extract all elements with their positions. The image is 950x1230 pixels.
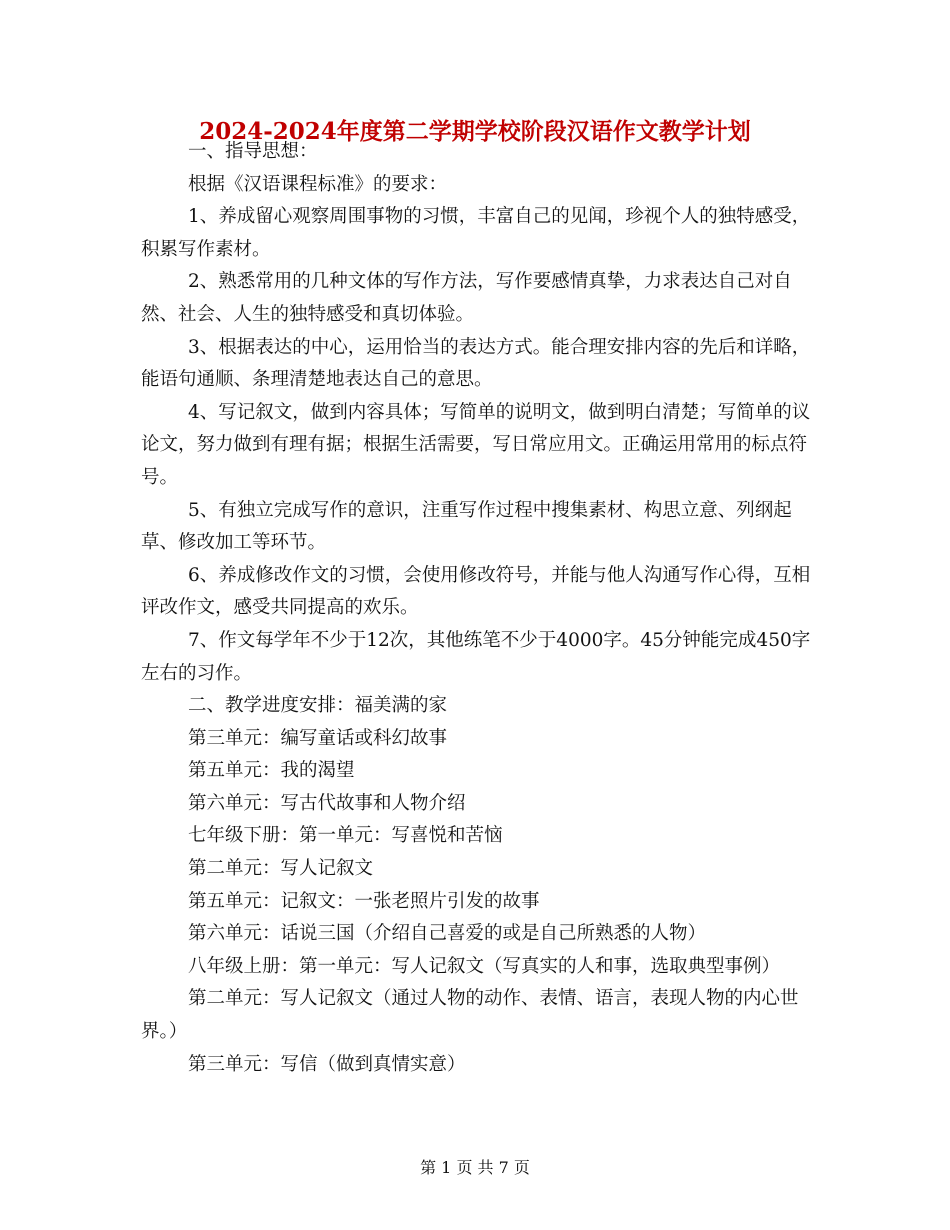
paragraph: 6、养成修改作文的习惯，会使用修改符号，并能与他人沟通写作心得，互相评改作文，感受共同提高的欢乐。: [141, 564, 811, 619]
paragraph: 七年级下册：第一单元：写喜悦和苦恼: [188, 825, 503, 847]
paragraph: 第六单元：话说三国（介绍自己喜爱的或是自己所熟悉的人物）: [188, 923, 707, 945]
paragraph: 4、写记叙文，做到内容具体；写简单的说明文，做到明白清楚；写简单的议论文，努力做到有理有据；根据生活需要，写日常应用文。正确运用常用的标点符号。: [141, 401, 811, 488]
paragraph: 2、熟悉常用的几种文体的写作方法，写作要感情真挚，力求表达自己对自然、社会、人生的独特感受和真切体验。: [141, 271, 792, 325]
paragraph: 二、教学进度安排：福美满的家: [188, 695, 448, 717]
paragraph: 3、根据表达的中心，运用恰当的表达方式。能合理安排内容的先后和详略，能语句通顺、条理清楚地表达自己的意思。: [141, 336, 811, 391]
paragraph: 第六单元：写古代故事和人物介绍: [188, 792, 466, 814]
paragraph: 5、有独立完成写作的意识，注重写作过程中搜集素材、构思立意、列纲起草、修改加工等环节。: [141, 499, 792, 554]
paragraph: 1、养成留心观察周围事物的习惯，丰富自己的见闻，珍视个人的独特感受，积累写作素材。: [141, 206, 811, 260]
paragraph: 第五单元：记叙文：一张老照片引发的故事: [188, 890, 540, 912]
page-footer: 第 1 页 共 7 页: [420, 1158, 530, 1177]
paragraph: 一、指导思想：: [188, 141, 318, 162]
paragraph: 第三单元：写信（做到真情实意）: [188, 1053, 466, 1075]
paragraph: 第五单元：我的渴望: [188, 760, 355, 782]
paragraph: 根据《汉语课程标准》的要求：: [188, 173, 448, 195]
paragraph: 7、作文每学年不少于12次，其他练笔不少于4000字。45分钟能完成450字左右的习作。: [141, 629, 811, 684]
paragraph: 第二单元：写人记叙文: [188, 858, 374, 880]
paragraph: 第二单元：写人记叙文（通过人物的动作、表情、语言，表现人物的内心世界。）: [141, 988, 799, 1043]
document-title: 2024-2024年度第二学期学校阶段汉语作文教学计划: [199, 118, 751, 145]
paragraph: 第三单元：编写童话或科幻故事: [188, 727, 448, 749]
paragraph: 八年级上册：第一单元：写人记叙文（写真实的人和事，选取典型事例）: [188, 955, 781, 977]
document-body: [141, 136, 821, 1081]
